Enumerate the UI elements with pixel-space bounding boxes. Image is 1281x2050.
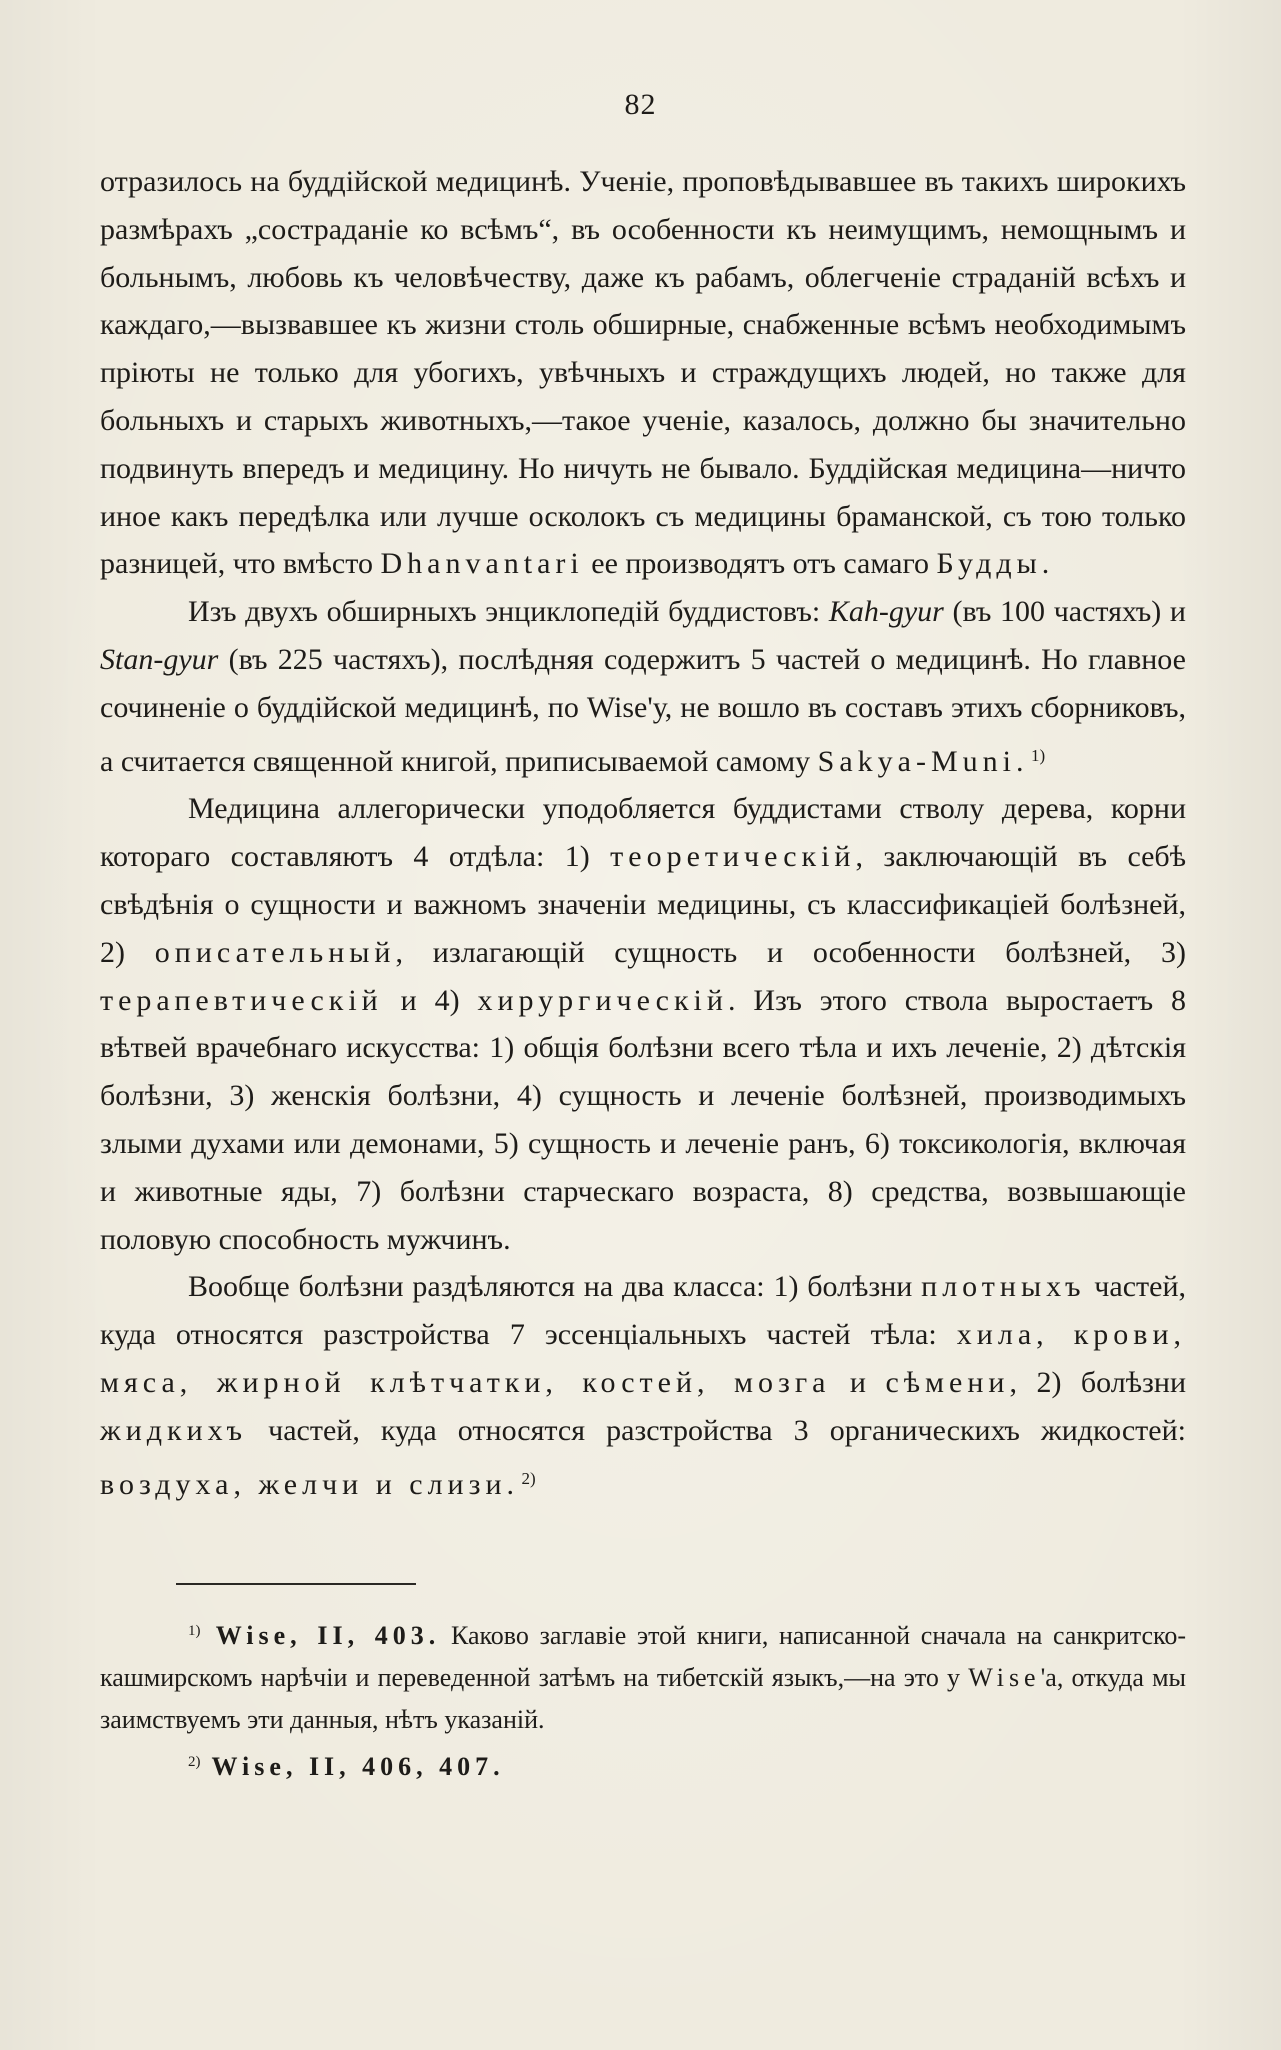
paragraph-medicine-tree [100,785,1186,1263]
footnote-1 [100,1610,1186,1741]
term-liquid: жидкихъ [100,1413,248,1447]
term-therapeutic: терапевтическій [100,983,383,1017]
paragraph-encyclopedias [100,588,1186,785]
paragraph-disease-classes [100,1263,1186,1508]
footnote-2 [100,1741,1186,1788]
paragraph-text: , излагающій сущность и особенности болѣзней, 3) [395,935,1186,969]
term-body-parts: хила, крови, мяса, жирной клѣтчатки, костей, мозга [100,1318,1187,1399]
paragraph-text: частей, куда относятся разстройства 7 эссенціальныхъ частей тѣла: [100,1270,1186,1352]
footnotes [100,1610,1186,1788]
paragraph-text: и [830,1365,886,1399]
paragraph-text: (въ 100 частяхъ) и [943,595,1186,629]
paragraph-text: частей, куда относятся разстройства 3 органическихъ жидкостей: [247,1413,1186,1447]
footnote-text: Каково заглавіе этой книги, написанной сначала на санкритско-кашмирскомъ нарѣчіи и переведенной затѣмъ на тибетскій языкъ,—на это у [100,1621,1186,1692]
paragraph-text: . [1015,744,1031,778]
footnote-text: 'а, откуда мы заимствуемъ эти данныя, нѣтъ указаній. [100,1663,1187,1734]
paragraph-text: . Изъ этого ствола выростаетъ 8 вѣтвей врачебнаго искусства: 1) общія болѣзни всего тѣла и ихъ леченіе, 2) дѣтскія болѣзни, 3) женскія болѣзни, 4) сущность и леченіе болѣзней, производимыхъ злыми духами или демонами, 5) сущность и леченіе ранъ, 6) токсикологія, включая и животные яды, 7) болѣзни старческаго возраста, 8) средства, возвышающіе половую способность мужчинъ. [100,983,1186,1256]
term-descriptive: описательный [154,935,396,969]
main-text [100,158,1186,1508]
paragraph-text: . [506,1467,522,1501]
paragraph-text: и 4) [382,983,478,1017]
name-dhanvantari: Dhanvantari [380,547,584,581]
term-solid: плотныхъ [921,1270,1086,1304]
title-stan-gyur: Stan-gyur [100,642,219,676]
footnote-citation: Wise, II, 406, 407. [200,1752,505,1781]
footnote-mark: 1) [188,1623,201,1639]
page-number: 82 [624,88,657,121]
paragraph-text: Изъ двухъ обширныхъ энциклопедій буддистовъ: [188,595,829,629]
name-sakya-muni: Sakya-Muni [817,744,1016,778]
paragraph-text: Вообще болѣзни раздѣляются на два класса: 1) болѣзни [188,1270,922,1304]
paragraph-text: , 2) болѣзни [1009,1365,1186,1399]
term-theoretical: теоретическій [610,840,856,874]
footnote-reference-2: 2) [521,1468,536,1488]
name-buddha: Будды [936,547,1042,581]
paragraph-text: , заключающій въ себѣ свѣдѣнія о сущности и важномъ значеніи медицины, съ классификаціей болѣзней, 2) [100,840,1186,969]
footnote-mark: 2) [188,1754,201,1770]
paragraph-text: отразилось на буддійской медицинѣ. Ученіе, проповѣдывавшее въ такихъ широкихъ размѣрахъ „состраданіе ко всѣмъ“, въ особенности къ неимущимъ, немощнымъ и больнымъ, любовь къ человѣчеству, даже къ рабамъ, облегченіе страданій всѣхъ и каждаго,—вызвавшее къ жизни столь обширные, снабженные всѣмъ необходимымъ пріюты не только для убогихъ, увѣчныхъ и страждущихъ людей, но также для больныхъ и старыхъ животныхъ,—такое ученіе, казалось, должно бы значительно подвинуть впередъ и медицину. Но ничуть не бывало. Буддійская медицина—ничто иное какъ передѣлка или лучше осколокъ съ медицины браманской, съ тою только разницей, что вмѣсто [100,165,1186,581]
footnote-citation: Wise, II, 403. [200,1621,441,1650]
term-semen: сѣмени [885,1365,1010,1399]
paragraph-buddhist-medicine-intro [100,158,1186,588]
paragraph-text: ее производятъ отъ самаго [583,547,937,581]
term-fluids: воздуха, желчи и слизи [100,1467,507,1501]
term-surgical: хирургическій [477,983,728,1017]
name-wise: Wise [968,1663,1041,1692]
paragraph-text: Медицина аллегорически уподобляется буддистами стволу дерева, корни котораго составляютъ 4 отдѣла: 1) [100,792,1186,874]
footnote-separator [176,1583,416,1585]
footnote-reference-1: 1) [1030,745,1046,765]
title-kah-gyur: Kah-gyur [828,595,944,629]
paragraph-text: (въ 225 частяхъ), послѣдняя содержитъ 5 частей о медицинѣ. Но главное сочиненіе о буддійской медицинѣ, по Wise'у, не вошло въ составъ этихъ сборниковъ, а считается священной книгой, приписываемой самому [100,642,1186,778]
paragraph-text: . [1041,547,1050,581]
